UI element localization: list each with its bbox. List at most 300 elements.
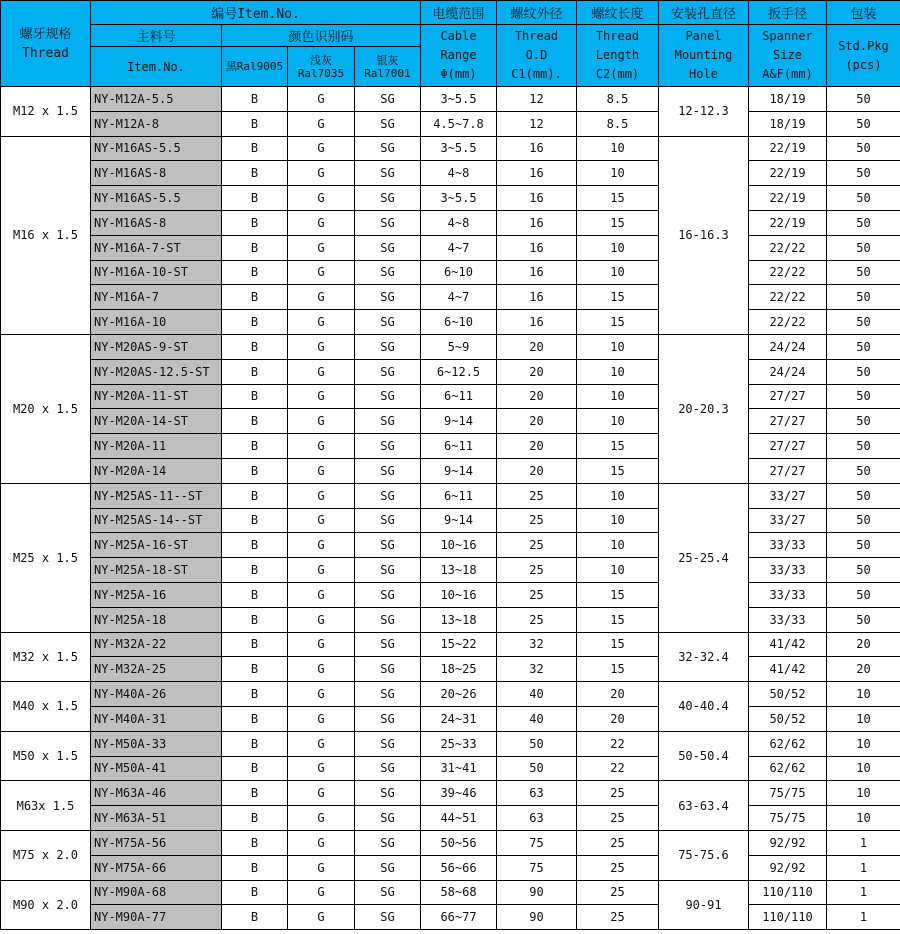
thread-length-cell: 10 bbox=[577, 508, 659, 533]
thread-length-cell: 10 bbox=[577, 359, 659, 384]
table-row bbox=[1, 806, 900, 831]
cable-range-cell: 10~16 bbox=[421, 582, 497, 607]
std-pkg-cell: 50 bbox=[827, 359, 900, 384]
black-code-cell: B bbox=[222, 731, 288, 756]
light-gray-header-en: Ral7035 bbox=[297, 66, 345, 80]
std-pkg-cell: 50 bbox=[827, 111, 900, 136]
table-row bbox=[1, 558, 900, 583]
black-code-cell: B bbox=[222, 756, 288, 781]
light-gray-code-cell: G bbox=[288, 880, 355, 905]
cable-range-cell: 4~7 bbox=[421, 285, 497, 310]
thread-od-cell: 16 bbox=[497, 285, 577, 310]
std-pkg-cell: 50 bbox=[827, 235, 900, 260]
thread-size-cell: M25 x 1.5 bbox=[1, 483, 91, 632]
table-row bbox=[1, 632, 900, 657]
cable-range-cell: 13~18 bbox=[421, 558, 497, 583]
silver-gray-header-en: Ral7001 bbox=[364, 66, 411, 80]
thread-length-cell: 15 bbox=[577, 186, 659, 211]
spanner-size-cell: 22/19 bbox=[749, 161, 827, 186]
table-row bbox=[1, 434, 900, 459]
thread-od-cell: 63 bbox=[497, 806, 577, 831]
std-pkg-cell: 50 bbox=[827, 607, 900, 632]
item-cell: NY-M25A-16 bbox=[91, 582, 222, 607]
silver-gray-code-cell: SG bbox=[355, 706, 421, 731]
silver-gray-header-cn: 银灰 bbox=[376, 53, 399, 67]
silver-gray-code-cell: SG bbox=[355, 855, 421, 880]
table-row bbox=[1, 186, 900, 211]
table-row bbox=[1, 87, 900, 112]
table-row bbox=[1, 285, 900, 310]
cable-range-cell: 4~7 bbox=[421, 235, 497, 260]
table-row bbox=[1, 384, 900, 409]
black-code-cell: B bbox=[222, 334, 288, 359]
mounting-hole-cell: 90-91 bbox=[659, 880, 749, 930]
color-code-header: 颜色识别码 bbox=[222, 25, 421, 47]
thread-length-cell: 15 bbox=[577, 607, 659, 632]
black-code-cell: B bbox=[222, 830, 288, 855]
std-pkg-cell: 10 bbox=[827, 806, 900, 831]
light-gray-code-cell: G bbox=[288, 310, 355, 335]
spanner-size-cell: 41/42 bbox=[749, 657, 827, 682]
spanner-size-cell: 33/33 bbox=[749, 582, 827, 607]
black-code-cell: B bbox=[222, 111, 288, 136]
silver-gray-code-cell: SG bbox=[355, 582, 421, 607]
spanner-size-cell: 22/22 bbox=[749, 260, 827, 285]
thread-od-cell: 90 bbox=[497, 905, 577, 930]
hole-header-en-2: Mounting bbox=[674, 48, 733, 62]
cable-range-cell: 6~10 bbox=[421, 310, 497, 335]
thread-length-cell: 10 bbox=[577, 235, 659, 260]
silver-gray-code-cell: SG bbox=[355, 359, 421, 384]
table-row bbox=[1, 508, 900, 533]
mounting-hole-cell: 16-16.3 bbox=[659, 136, 749, 334]
thread-size-cell: M90 x 2.0 bbox=[1, 880, 91, 930]
thread-length-cell: 15 bbox=[577, 458, 659, 483]
item-cell: NY-M20AS-9-ST bbox=[91, 334, 222, 359]
silver-gray-code-cell: SG bbox=[355, 458, 421, 483]
item-cell: NY-M50A-41 bbox=[91, 756, 222, 781]
spanner-header-en-2: Size bbox=[773, 48, 802, 62]
thread-size-cell: M40 x 1.5 bbox=[1, 682, 91, 732]
light-gray-code-cell: G bbox=[288, 87, 355, 112]
cable-range-cell: 15~22 bbox=[421, 632, 497, 657]
silver-gray-code-cell: SG bbox=[355, 310, 421, 335]
thread-od-cell: 25 bbox=[497, 483, 577, 508]
thread-length-cell: 15 bbox=[577, 310, 659, 335]
cable-header-en-3: Φ(mm) bbox=[440, 67, 477, 81]
table-row bbox=[1, 731, 900, 756]
spanner-size-cell: 92/92 bbox=[749, 855, 827, 880]
light-gray-code-cell: G bbox=[288, 161, 355, 186]
thread-length-cell: 10 bbox=[577, 384, 659, 409]
std-pkg-cell: 50 bbox=[827, 434, 900, 459]
light-gray-code-cell: G bbox=[288, 558, 355, 583]
light-gray-code-cell: G bbox=[288, 458, 355, 483]
std-pkg-cell: 1 bbox=[827, 880, 900, 905]
std-pkg-cell: 50 bbox=[827, 210, 900, 235]
item-cell: NY-M25A-18-ST bbox=[91, 558, 222, 583]
cable-range-cell: 56~66 bbox=[421, 855, 497, 880]
thread-length-cell: 15 bbox=[577, 285, 659, 310]
table-row bbox=[1, 260, 900, 285]
spanner-size-cell: 24/24 bbox=[749, 359, 827, 384]
od-header-en-3: C1(mm). bbox=[511, 67, 562, 81]
silver-gray-code-cell: SG bbox=[355, 186, 421, 211]
light-gray-header-cn: 浅灰 bbox=[310, 53, 332, 67]
black-code-cell: B bbox=[222, 632, 288, 657]
cable-range-cell: 39~46 bbox=[421, 781, 497, 806]
cable-range-cell: 6~12.5 bbox=[421, 359, 497, 384]
thread-od-cell: 16 bbox=[497, 235, 577, 260]
pkg-header-cn: 包装 bbox=[827, 1, 900, 25]
thread-header-en: Thread bbox=[22, 45, 69, 61]
cable-header-cn: 电缆范围 bbox=[421, 1, 497, 25]
thread-od-cell: 20 bbox=[497, 434, 577, 459]
light-gray-code-cell: G bbox=[288, 434, 355, 459]
spanner-size-cell: 92/92 bbox=[749, 830, 827, 855]
std-pkg-cell: 50 bbox=[827, 186, 900, 211]
item-cell: NY-M25A-16-ST bbox=[91, 533, 222, 558]
table-row bbox=[1, 706, 900, 731]
silver-gray-code-cell: SG bbox=[355, 806, 421, 831]
std-pkg-cell: 1 bbox=[827, 830, 900, 855]
od-header-en-1: Thread bbox=[514, 29, 559, 43]
len-header-en-2: Length bbox=[595, 48, 640, 62]
item-cell: NY-M25AS-11--ST bbox=[91, 483, 222, 508]
spanner-header-en-1: Spanner bbox=[762, 29, 813, 43]
item-cell: NY-M75A-66 bbox=[91, 855, 222, 880]
item-cell: NY-M20A-11 bbox=[91, 434, 222, 459]
std-pkg-cell: 1 bbox=[827, 905, 900, 930]
cable-range-cell: 6~11 bbox=[421, 434, 497, 459]
light-gray-code-cell: G bbox=[288, 756, 355, 781]
thread-length-cell: 22 bbox=[577, 756, 659, 781]
thread-length-cell: 15 bbox=[577, 210, 659, 235]
table-row bbox=[1, 235, 900, 260]
table-row bbox=[1, 359, 900, 384]
thread-od-cell: 25 bbox=[497, 508, 577, 533]
spanner-size-cell: 33/27 bbox=[749, 483, 827, 508]
item-cell: NY-M20A-14 bbox=[91, 458, 222, 483]
table-row bbox=[1, 136, 900, 161]
item-cell: NY-M16A-10 bbox=[91, 310, 222, 335]
silver-gray-code-cell: SG bbox=[355, 905, 421, 930]
thread-length-cell: 10 bbox=[577, 558, 659, 583]
thread-length-cell: 8.5 bbox=[577, 87, 659, 112]
table-row bbox=[1, 756, 900, 781]
thread-length-cell: 25 bbox=[577, 880, 659, 905]
std-pkg-cell: 50 bbox=[827, 260, 900, 285]
thread-od-cell: 20 bbox=[497, 458, 577, 483]
cable-range-cell: 10~16 bbox=[421, 533, 497, 558]
black-code-cell: B bbox=[222, 558, 288, 583]
spanner-size-cell: 33/33 bbox=[749, 558, 827, 583]
table-row bbox=[1, 458, 900, 483]
thread-length-cell: 15 bbox=[577, 632, 659, 657]
thread-od-cell: 16 bbox=[497, 136, 577, 161]
silver-gray-code-cell: SG bbox=[355, 111, 421, 136]
black-code-cell: B bbox=[222, 310, 288, 335]
black-code-cell: B bbox=[222, 483, 288, 508]
spanner-size-cell: 41/42 bbox=[749, 632, 827, 657]
spanner-size-cell: 22/19 bbox=[749, 210, 827, 235]
mounting-hole-cell: 25-25.4 bbox=[659, 483, 749, 632]
cable-range-cell: 31~41 bbox=[421, 756, 497, 781]
silver-gray-code-cell: SG bbox=[355, 136, 421, 161]
black-code-cell: B bbox=[222, 508, 288, 533]
hole-header-cn: 安装孔直径 bbox=[659, 1, 749, 25]
light-gray-code-cell: G bbox=[288, 706, 355, 731]
cable-range-cell: 58~68 bbox=[421, 880, 497, 905]
black-code-cell: B bbox=[222, 657, 288, 682]
spanner-size-cell: 75/75 bbox=[749, 806, 827, 831]
pkg-header-en-1: Std.Pkg bbox=[838, 38, 889, 53]
silver-gray-header bbox=[355, 47, 421, 87]
black-code-cell: B bbox=[222, 855, 288, 880]
thread-od-cell: 32 bbox=[497, 632, 577, 657]
black-code-cell: B bbox=[222, 682, 288, 707]
table-row bbox=[1, 905, 900, 930]
item-cell: NY-M12A-8 bbox=[91, 111, 222, 136]
black-code-cell: B bbox=[222, 359, 288, 384]
thread-od-cell: 16 bbox=[497, 310, 577, 335]
mounting-hole-cell: 12-12.3 bbox=[659, 87, 749, 137]
silver-gray-code-cell: SG bbox=[355, 334, 421, 359]
table-row bbox=[1, 111, 900, 136]
std-pkg-cell: 20 bbox=[827, 632, 900, 657]
spanner-size-cell: 27/27 bbox=[749, 409, 827, 434]
item-cell: NY-M16AS-5.5 bbox=[91, 186, 222, 211]
od-header-cn: 螺纹外径 bbox=[497, 1, 577, 25]
black-code-cell: B bbox=[222, 582, 288, 607]
silver-gray-code-cell: SG bbox=[355, 558, 421, 583]
spanner-header-en bbox=[749, 25, 827, 87]
std-pkg-cell: 10 bbox=[827, 682, 900, 707]
thread-od-cell: 20 bbox=[497, 334, 577, 359]
light-gray-code-cell: G bbox=[288, 657, 355, 682]
spanner-size-cell: 27/27 bbox=[749, 434, 827, 459]
mounting-hole-cell: 20-20.3 bbox=[659, 334, 749, 483]
cable-range-cell: 3~5.5 bbox=[421, 186, 497, 211]
mounting-hole-cell: 32-32.4 bbox=[659, 632, 749, 682]
black-code-cell: B bbox=[222, 87, 288, 112]
thread-length-cell: 10 bbox=[577, 334, 659, 359]
silver-gray-code-cell: SG bbox=[355, 657, 421, 682]
cable-header-en bbox=[421, 25, 497, 87]
thread-length-cell: 25 bbox=[577, 855, 659, 880]
std-pkg-cell: 50 bbox=[827, 285, 900, 310]
silver-gray-code-cell: SG bbox=[355, 260, 421, 285]
len-header-en-1: Thread bbox=[595, 29, 640, 43]
cable-range-cell: 6~11 bbox=[421, 483, 497, 508]
table-row bbox=[1, 880, 900, 905]
light-gray-code-cell: G bbox=[288, 533, 355, 558]
light-gray-code-cell: G bbox=[288, 210, 355, 235]
thread-od-cell: 16 bbox=[497, 161, 577, 186]
item-cell: NY-M32A-25 bbox=[91, 657, 222, 682]
black-code-cell: B bbox=[222, 458, 288, 483]
cable-range-cell: 3~5.5 bbox=[421, 136, 497, 161]
cable-range-cell: 4~8 bbox=[421, 161, 497, 186]
spanner-header-cn: 扳手径 bbox=[749, 1, 827, 25]
thread-length-cell: 10 bbox=[577, 161, 659, 186]
cable-range-cell: 6~11 bbox=[421, 384, 497, 409]
cable-range-cell: 50~56 bbox=[421, 830, 497, 855]
black-code-cell: B bbox=[222, 533, 288, 558]
item-cell: NY-M25AS-14--ST bbox=[91, 508, 222, 533]
std-pkg-cell: 50 bbox=[827, 582, 900, 607]
silver-gray-code-cell: SG bbox=[355, 830, 421, 855]
spanner-size-cell: 62/62 bbox=[749, 731, 827, 756]
silver-gray-code-cell: SG bbox=[355, 607, 421, 632]
spanner-size-cell: 50/52 bbox=[749, 706, 827, 731]
spanner-size-cell: 22/22 bbox=[749, 310, 827, 335]
table-header bbox=[1, 1, 900, 87]
silver-gray-code-cell: SG bbox=[355, 483, 421, 508]
thread-od-cell: 12 bbox=[497, 111, 577, 136]
item-cell: NY-M16AS-8 bbox=[91, 210, 222, 235]
table-row bbox=[1, 161, 900, 186]
item-cell: NY-M32A-22 bbox=[91, 632, 222, 657]
light-gray-code-cell: G bbox=[288, 235, 355, 260]
thread-od-cell: 75 bbox=[497, 855, 577, 880]
thread-od-cell: 25 bbox=[497, 607, 577, 632]
black-code-cell: B bbox=[222, 210, 288, 235]
std-pkg-cell: 50 bbox=[827, 136, 900, 161]
main-item-header-en: Item.No. bbox=[91, 47, 222, 87]
thread-od-cell: 75 bbox=[497, 830, 577, 855]
light-gray-code-cell: G bbox=[288, 682, 355, 707]
cable-range-cell: 9~14 bbox=[421, 508, 497, 533]
table-body bbox=[1, 87, 900, 930]
std-pkg-cell: 50 bbox=[827, 508, 900, 533]
len-header-en-3: C2(mm) bbox=[595, 67, 640, 81]
thread-length-cell: 25 bbox=[577, 830, 659, 855]
black-code-cell: B bbox=[222, 905, 288, 930]
thread-size-cell: M75 x 2.0 bbox=[1, 830, 91, 880]
cable-range-cell: 25~33 bbox=[421, 731, 497, 756]
spanner-size-cell: 27/27 bbox=[749, 458, 827, 483]
item-group-header: 编号Item.No. bbox=[91, 1, 421, 25]
thread-length-cell: 25 bbox=[577, 806, 659, 831]
light-gray-code-cell: G bbox=[288, 806, 355, 831]
thread-header bbox=[1, 1, 91, 87]
silver-gray-code-cell: SG bbox=[355, 161, 421, 186]
spanner-size-cell: 33/33 bbox=[749, 607, 827, 632]
spanner-size-cell: 22/22 bbox=[749, 235, 827, 260]
item-cell: NY-M12A-5.5 bbox=[91, 87, 222, 112]
table-row bbox=[1, 310, 900, 335]
spanner-size-cell: 27/27 bbox=[749, 384, 827, 409]
silver-gray-code-cell: SG bbox=[355, 384, 421, 409]
spanner-size-cell: 33/33 bbox=[749, 533, 827, 558]
thread-size-cell: M20 x 1.5 bbox=[1, 334, 91, 483]
spanner-size-cell: 110/110 bbox=[749, 905, 827, 930]
light-gray-code-cell: G bbox=[288, 483, 355, 508]
black-code-cell: B bbox=[222, 384, 288, 409]
thread-length-cell: 8.5 bbox=[577, 111, 659, 136]
item-cell: NY-M90A-68 bbox=[91, 880, 222, 905]
spanner-size-cell: 22/22 bbox=[749, 285, 827, 310]
cable-range-cell: 9~14 bbox=[421, 409, 497, 434]
silver-gray-code-cell: SG bbox=[355, 210, 421, 235]
table-row bbox=[1, 334, 900, 359]
item-cell: NY-M20A-11-ST bbox=[91, 384, 222, 409]
std-pkg-cell: 10 bbox=[827, 781, 900, 806]
table-row bbox=[1, 682, 900, 707]
light-gray-code-cell: G bbox=[288, 731, 355, 756]
spanner-size-cell: 22/19 bbox=[749, 186, 827, 211]
thread-size-cell: M16 x 1.5 bbox=[1, 136, 91, 334]
spanner-size-cell: 75/75 bbox=[749, 781, 827, 806]
std-pkg-cell: 1 bbox=[827, 855, 900, 880]
len-header-en bbox=[577, 25, 659, 87]
od-header-en bbox=[497, 25, 577, 87]
thread-length-cell: 25 bbox=[577, 781, 659, 806]
black-code-cell: B bbox=[222, 285, 288, 310]
main-item-header-cn: 主料号 bbox=[91, 25, 222, 47]
item-cell: NY-M16A-7-ST bbox=[91, 235, 222, 260]
table-row bbox=[1, 409, 900, 434]
light-gray-header bbox=[288, 47, 355, 87]
black-code-cell: B bbox=[222, 161, 288, 186]
spanner-size-cell: 110/110 bbox=[749, 880, 827, 905]
black-code-cell: B bbox=[222, 409, 288, 434]
silver-gray-code-cell: SG bbox=[355, 682, 421, 707]
cable-range-cell: 6~10 bbox=[421, 260, 497, 285]
item-cell: NY-M63A-46 bbox=[91, 781, 222, 806]
cable-range-cell: 24~31 bbox=[421, 706, 497, 731]
std-pkg-cell: 50 bbox=[827, 558, 900, 583]
light-gray-code-cell: G bbox=[288, 136, 355, 161]
black-code-cell: B bbox=[222, 781, 288, 806]
item-cell: NY-M16AS-5.5 bbox=[91, 136, 222, 161]
black-code-cell: B bbox=[222, 235, 288, 260]
cable-range-cell: 44~51 bbox=[421, 806, 497, 831]
table-row bbox=[1, 830, 900, 855]
light-gray-code-cell: G bbox=[288, 582, 355, 607]
thread-length-cell: 15 bbox=[577, 582, 659, 607]
thread-length-cell: 15 bbox=[577, 434, 659, 459]
spanner-size-cell: 18/19 bbox=[749, 111, 827, 136]
mounting-hole-cell: 50-50.4 bbox=[659, 731, 749, 781]
item-cell: NY-M16AS-8 bbox=[91, 161, 222, 186]
item-cell: NY-M25A-18 bbox=[91, 607, 222, 632]
thread-od-cell: 63 bbox=[497, 781, 577, 806]
light-gray-code-cell: G bbox=[288, 855, 355, 880]
cable-range-cell: 20~26 bbox=[421, 682, 497, 707]
table-row bbox=[1, 210, 900, 235]
cable-range-cell: 66~77 bbox=[421, 905, 497, 930]
item-cell: NY-M16A-10-ST bbox=[91, 260, 222, 285]
silver-gray-code-cell: SG bbox=[355, 508, 421, 533]
light-gray-code-cell: G bbox=[288, 905, 355, 930]
thread-size-cell: M63x 1.5 bbox=[1, 781, 91, 831]
std-pkg-cell: 10 bbox=[827, 731, 900, 756]
len-header-cn: 螺纹长度 bbox=[577, 1, 659, 25]
silver-gray-code-cell: SG bbox=[355, 87, 421, 112]
cable-range-cell: 5~9 bbox=[421, 334, 497, 359]
thread-od-cell: 25 bbox=[497, 533, 577, 558]
table-row bbox=[1, 607, 900, 632]
std-pkg-cell: 50 bbox=[827, 533, 900, 558]
light-gray-code-cell: G bbox=[288, 384, 355, 409]
item-cell: NY-M63A-51 bbox=[91, 806, 222, 831]
std-pkg-cell: 10 bbox=[827, 756, 900, 781]
spanner-size-cell: 33/27 bbox=[749, 508, 827, 533]
silver-gray-code-cell: SG bbox=[355, 409, 421, 434]
light-gray-code-cell: G bbox=[288, 260, 355, 285]
